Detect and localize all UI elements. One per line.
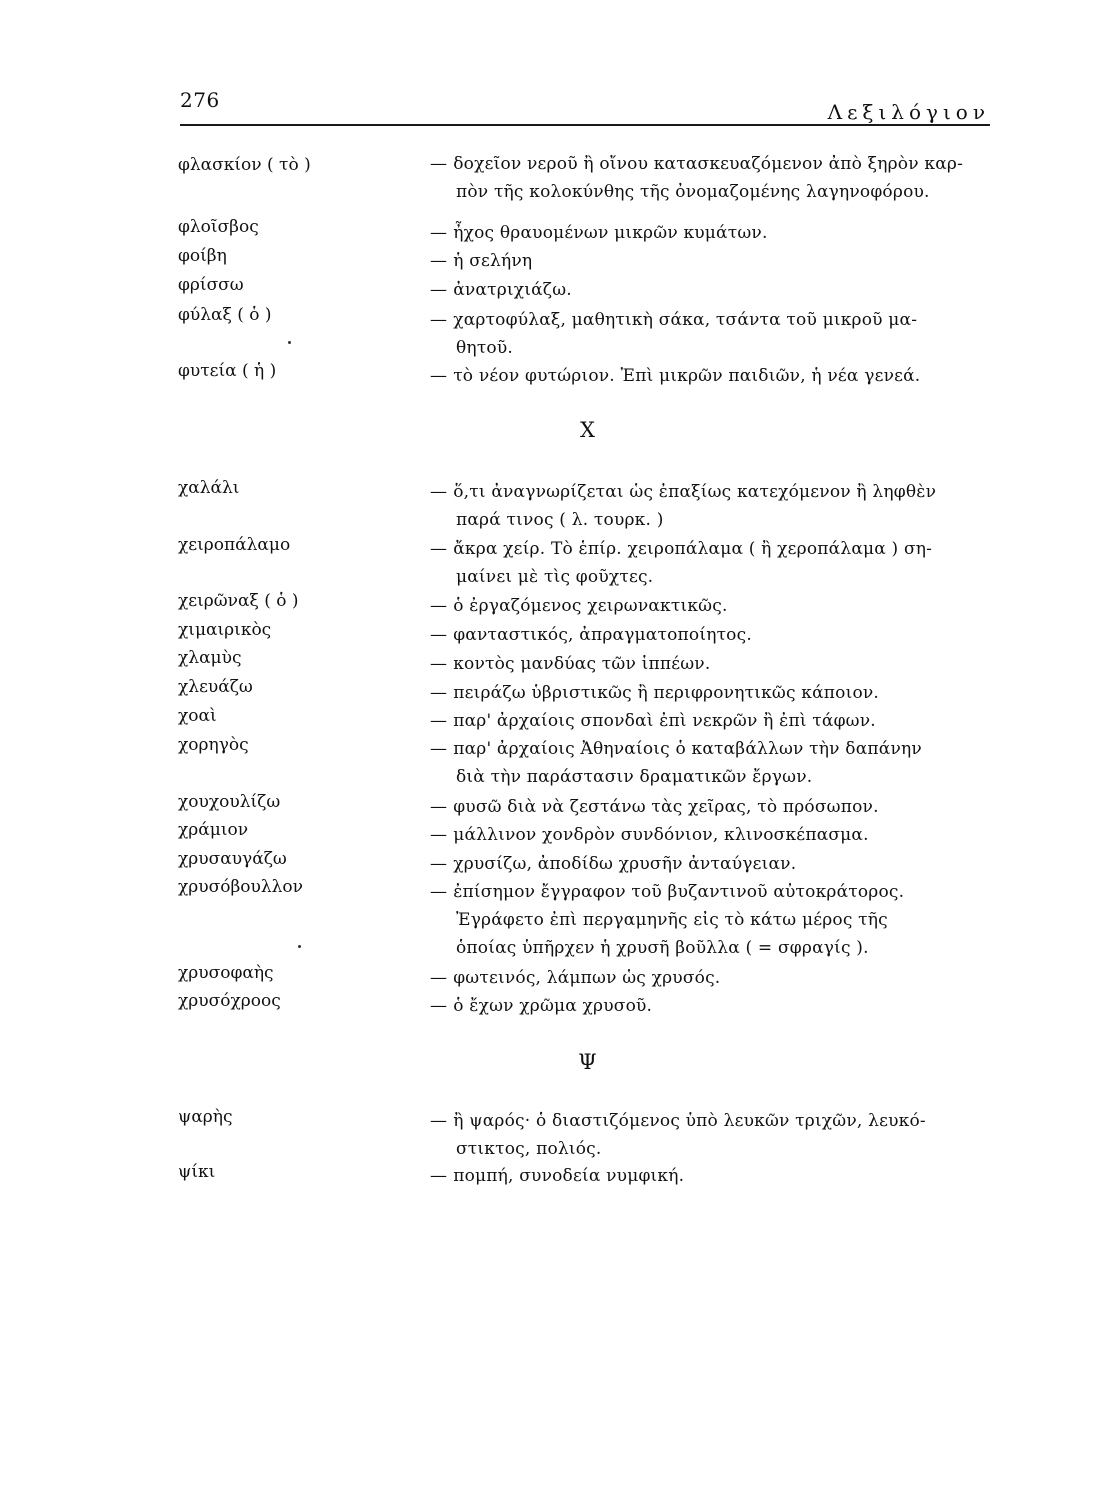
entry-term: χλευάζω xyxy=(178,677,253,697)
entry-term: φύλαξ ( ὁ ) xyxy=(178,305,272,325)
entry-definition: — ἀνατριχιάζω. xyxy=(430,280,572,300)
entry-definition: — ἡ σελήνη xyxy=(430,251,533,271)
entry-term: χρυσοφαὴς xyxy=(178,963,274,983)
entry-term: χειρῶναξ ( ὁ ) xyxy=(178,591,299,611)
entry-term: χειροπάλαμο xyxy=(178,535,291,555)
print-speck xyxy=(288,341,291,344)
header-rule xyxy=(180,124,990,126)
entry-definition: — μάλλινον χονδρὸν συνδόνιον, κλινοσκέπασμα. xyxy=(430,825,869,845)
entry-definition: — φυσῶ διὰ νὰ ζεστάνω τὰς χεῖρας, τὸ πρόσωπον. xyxy=(430,797,879,817)
entry-term: φρίσσω xyxy=(178,275,244,295)
entry-definition: — ἐπίσημον ἔγγραφον τοῦ βυζαντινοῦ αὐτοκράτορος. Ἐγράφετο ἐπὶ περγαμηνῆς εἰς τὸ κάτω μέρος τῆς ὁποίας ὑπῆρχεν ἡ χρυσῆ βοῦλλα ( = σφραγίς ). xyxy=(430,882,905,958)
entry-term: χουχουλίζω xyxy=(178,792,281,812)
section-letter: Ψ xyxy=(578,1050,597,1074)
entry-definition: — φωτεινός, λάμπων ὡς χρυσός. xyxy=(430,968,721,988)
page-number: 276 xyxy=(180,88,220,112)
entry-definition: — ἢ ψαρός· ὁ διαστιζόμενος ὑπὸ λευκῶν τριχῶν, λευκό- στικτος, πολιός. xyxy=(430,1111,926,1159)
entry-definition: — φανταστικός, ἀπραγματοποίητος. xyxy=(430,625,752,645)
entry-definition: — πειράζω ὑβριστικῶς ἢ περιφρονητικῶς κάποιον. xyxy=(430,683,880,703)
entry-definition: — τὸ νέον φυτώριον. Ἐπὶ μικρῶν παιδιῶν, ἡ νέα γενεά. xyxy=(430,366,921,386)
entry-definition: — ὅ,τι ἀναγνωρίζεται ὡς ἐπαξίως κατεχόμενον ἢ ληφθὲν παρά τινος ( λ. τουρκ. ) xyxy=(430,482,937,530)
entry-definition: — ἄκρα χείρ. Τὸ ἑπίρ. χειροπάλαμα ( ἢ χεροπάλαμα ) ση- μαίνει μὲ τὶς φοῦχτες. xyxy=(430,539,933,587)
entry-term: χλαμὺς xyxy=(178,648,242,668)
entry-term: φοίβη xyxy=(178,246,227,266)
entry-term: ψίκι xyxy=(178,1162,216,1182)
entry-term: χράμιον xyxy=(178,820,249,840)
entry-term: χοαὶ xyxy=(178,706,217,726)
entry-definition: — ὁ ἔχων χρῶμα χρυσοῦ. xyxy=(430,996,653,1016)
entry-term: χαλάλι xyxy=(178,478,240,498)
entry-term: φλασκίον ( τὸ ) xyxy=(178,155,311,175)
entry-definition: — χαρτοφύλαξ, μαθητικὴ σάκα, τσάντα τοῦ μικροῦ μα- θητοῦ. xyxy=(430,310,918,358)
entry-definition: — χρυσίζω, ἀποδίδω χρυσῆν ἀνταύγειαν. xyxy=(430,854,797,874)
entry-term: χιμαιρικὸς xyxy=(178,620,272,640)
entry-term: χρυσόβουλλον xyxy=(178,877,303,897)
entry-term: χρυσαυγάζω xyxy=(178,849,287,869)
running-head: Λεξιλόγιον xyxy=(827,100,990,124)
entry-definition: — κοντὸς μανδύας τῶν ἱππέων. xyxy=(430,654,711,674)
print-speck xyxy=(298,945,301,948)
entry-term: χορηγὸς xyxy=(178,735,249,755)
entry-definition: — πομπή, συνοδεία νυμφική. xyxy=(430,1166,685,1186)
entry-definition: — δοχεῖον νεροῦ ἢ οἴνου κατασκευαζόμενον ἀπὸ ξηρὸν καρ- πὸν τῆς κολοκύνθης τῆς ὀνομαζομένης λαγηνοφόρου. xyxy=(430,154,964,202)
entry-definition: — παρ' ἀρχαίοις Ἀθηναίοις ὁ καταβάλλων τὴν δαπάνην διὰ τὴν παράστασιν δραματικῶν ἔργων. xyxy=(430,739,922,787)
entry-term: χρυσόχροος xyxy=(178,991,281,1011)
entry-definition: — ἦχος θραυομένων μικρῶν κυμάτων. xyxy=(430,223,768,243)
section-letter: X xyxy=(580,418,595,442)
entry-definition: — παρ' ἀρχαίοις σπονδαὶ ἐπὶ νεκρῶν ἢ ἐπὶ τάφων. xyxy=(430,711,876,731)
entry-definition: — ὁ ἐργαζόμενος χειρωνακτικῶς. xyxy=(430,596,728,616)
entry-term: ψαρὴς xyxy=(178,1107,233,1127)
entry-term: φυτεία ( ἡ ) xyxy=(178,361,277,381)
entry-term: φλοῖσβος xyxy=(178,217,259,237)
